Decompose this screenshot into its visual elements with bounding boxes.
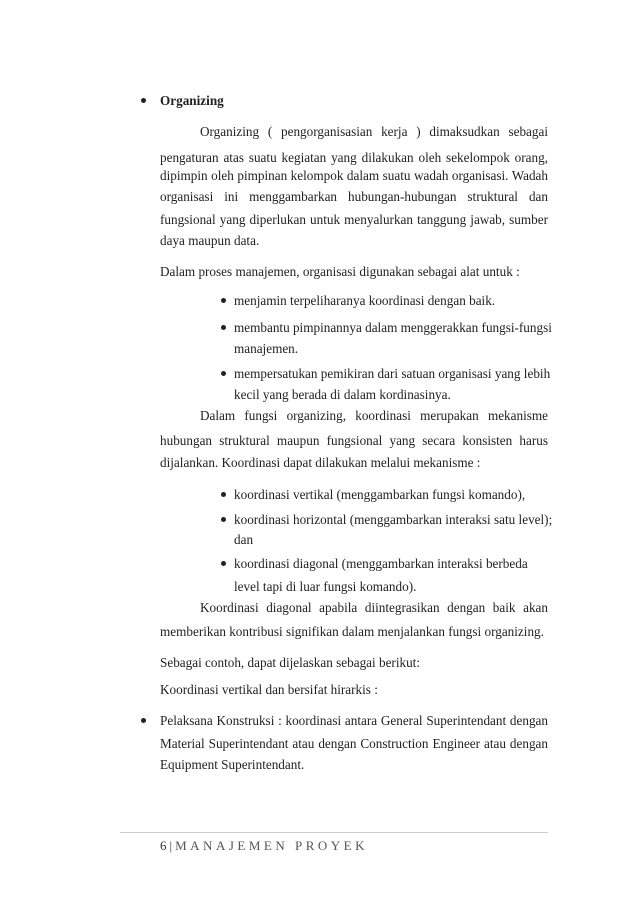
list-bullet-icon xyxy=(221,325,226,330)
list-bullet-icon xyxy=(221,371,226,376)
page-footer xyxy=(160,838,368,854)
section-heading: Organizing xyxy=(160,93,224,108)
intro-line: dipimpin oleh pimpinan kelompok dalam suatu wadah organisasi. Wadah xyxy=(160,168,548,183)
list-item: mempersatukan pemikiran dari satuan organisasi yang lebih xyxy=(234,366,551,381)
example-bullet-icon xyxy=(141,718,146,723)
diagonal-line: memberikan kontribusi signifikan dalam menjalankan fungsi organizing. xyxy=(160,624,544,639)
vertical-intro: Koordinasi vertikal dan bersifat hirarkis : xyxy=(160,682,378,697)
list-item: koordinasi horizontal (menggambarkan interaksi satu level); xyxy=(234,512,553,527)
example-line: Pelaksana Konstruksi : koordinasi antara General Superintendant dengan xyxy=(160,713,548,728)
example-line: Material Superintendant atau dengan Construction Engineer atau dengan xyxy=(160,736,548,751)
list-item: menjamin terpeliharanya koordinasi dengan baik. xyxy=(234,293,496,308)
list-item-continuation: dan xyxy=(234,532,254,547)
list-bullet-icon xyxy=(221,492,226,497)
page-number: 6 xyxy=(160,838,167,853)
coordination-line: hubungan struktural maupun fungsional yang secara konsisten harus xyxy=(160,433,548,448)
intro-line: daya maupun data. xyxy=(160,233,260,248)
list-bullet-icon xyxy=(221,561,226,566)
footer-separator: | xyxy=(169,838,173,853)
intro-line: organisasi ini menggambarkan hubungan-hubungan struktural dan xyxy=(160,189,548,204)
intro-line: fungsional yang diperlukan untuk menyalurkan tanggung jawab, sumber xyxy=(160,212,548,227)
example-line: Equipment Superintendant. xyxy=(160,757,305,772)
intro-line: pengaturan atas suatu kegiatan yang dilakukan oleh sekelompok orang, xyxy=(160,150,548,165)
coordination-line: Dalam fungsi organizing, koordinasi merupakan mekanisme xyxy=(200,408,548,423)
list-item: koordinasi diagonal (menggambarkan interaksi berbeda xyxy=(234,556,528,571)
list-bullet-icon xyxy=(221,298,226,303)
list-item-continuation: kecil yang berada di dalam kordinasinya. xyxy=(234,387,451,402)
list-item: koordinasi vertikal (menggambarkan fungsi komando), xyxy=(234,487,526,502)
coordination-line: dijalankan. Koordinasi dapat dilakukan melalui mekanisme : xyxy=(160,455,481,470)
list-item-continuation: level tapi di luar fungsi komando). xyxy=(234,579,417,594)
example-intro: Sebagai contoh, dapat dijelaskan sebagai berikut: xyxy=(160,655,421,670)
heading-bullet-icon xyxy=(141,98,146,103)
intro-line: Organizing ( pengorganisasian kerja ) dimaksudkan sebagai xyxy=(200,124,548,139)
list-item: membantu pimpinannya dalam menggerakkan fungsi-fungsi xyxy=(234,320,552,335)
diagonal-line: Koordinasi diagonal apabila diintegrasikan dengan baik akan xyxy=(200,600,548,615)
process-intro: Dalam proses manajemen, organisasi digunakan sebagai alat untuk : xyxy=(160,264,520,279)
list-item-continuation: manajemen. xyxy=(234,341,299,356)
document-title: MANAJEMEN PROYEK xyxy=(175,838,368,853)
list-bullet-icon xyxy=(221,517,226,522)
footer-divider xyxy=(120,832,548,833)
